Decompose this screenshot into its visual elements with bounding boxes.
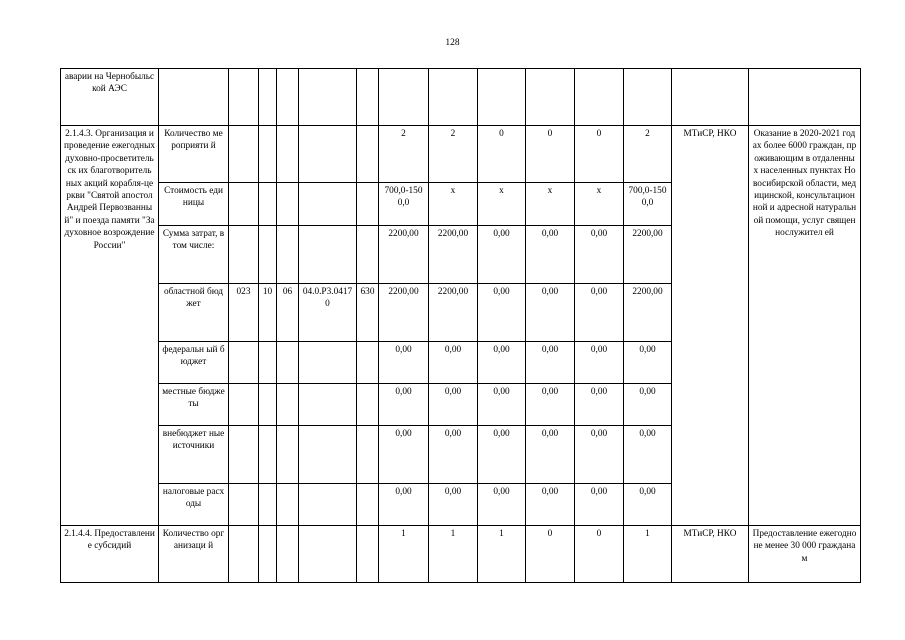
value-cell: 2200,00 — [379, 226, 429, 284]
value-cell: 2200,00 — [379, 284, 429, 342]
value-cell: 0,00 — [575, 284, 624, 342]
indicator-label: Стоимость единицы — [159, 183, 229, 226]
value-cell: 1 — [624, 526, 672, 583]
code-expense-type: 630 — [357, 284, 379, 342]
value-cell: 2200,00 — [624, 284, 672, 342]
indicator-label: федеральн ый бюджет — [159, 342, 229, 384]
value-cell: 0,00 — [526, 284, 575, 342]
code-target-article: 04.0.P3.04170 — [299, 284, 357, 342]
indicator-label: внебюджет ные источники — [159, 426, 229, 484]
value-cell: 0,00 — [478, 484, 526, 526]
value-cell: 1 — [379, 526, 429, 583]
value-cell: 0,00 — [379, 384, 429, 426]
value-cell: 0,00 — [526, 484, 575, 526]
value-cell: 0,00 — [429, 384, 478, 426]
value-cell: 2200,00 — [624, 226, 672, 284]
value-cell: 0,00 — [575, 342, 624, 384]
value-cell: 0,00 — [575, 426, 624, 484]
page-number: 128 — [445, 38, 460, 48]
activity-name-cell: 2.1.4.3. Организация и проведение ежегодных духовно-просветительск их благотворитель ных акций корабля-церкви "Святой апостол Андрей Первозванный" и поезда памяти "За духовное возрождение России" — [61, 126, 159, 526]
table-row — [61, 526, 861, 583]
table-row — [61, 69, 861, 126]
value-cell: 2 — [429, 126, 478, 183]
indicator-label: Сумма затрат, в том числе: — [159, 226, 229, 284]
value-cell: 0 — [575, 126, 624, 183]
value-cell: 0,00 — [379, 426, 429, 484]
result-cell: Оказание в 2020-2021 годах более 6000 граждан, проживающим в отдаленных населенных пунктах Новосибирской области, медицинской, консультационной и адресной натуральной помощи, услуг священнослужител ей — [749, 126, 861, 526]
value-cell: 0,00 — [429, 484, 478, 526]
value-cell: 0,00 — [526, 342, 575, 384]
value-cell: 700,0-1500,0 — [379, 183, 429, 226]
value-cell: 1 — [478, 526, 526, 583]
value-cell: 0,00 — [526, 426, 575, 484]
value-cell: 2 — [379, 126, 429, 183]
value-cell: 0,00 — [575, 384, 624, 426]
value-cell: 2200,00 — [429, 226, 478, 284]
value-cell: 0,00 — [429, 342, 478, 384]
value-cell: 0,00 — [575, 484, 624, 526]
value-cell: 0,00 — [478, 342, 526, 384]
value-cell: х — [575, 183, 624, 226]
value-cell: 0 — [526, 526, 575, 583]
indicator-label: налоговые расходы — [159, 484, 229, 526]
value-cell: х — [526, 183, 575, 226]
value-cell: 0,00 — [379, 342, 429, 384]
value-cell: 0 — [526, 126, 575, 183]
result-cell: Предоставление ежегодно не менее 30 000 гражданам — [749, 526, 861, 583]
executor-cell: МТиСР, НКО — [672, 526, 749, 583]
indicator-label: Количество мероприяти й — [159, 126, 229, 183]
value-cell: 0,00 — [478, 226, 526, 284]
value-cell: 0,00 — [575, 226, 624, 284]
code-section: 10 — [259, 284, 277, 342]
code-subsection: 06 — [277, 284, 299, 342]
value-cell: 0,00 — [478, 384, 526, 426]
value-cell: 0,00 — [478, 284, 526, 342]
value-cell: 0,00 — [379, 484, 429, 526]
value-cell: 2200,00 — [429, 284, 478, 342]
value-cell: 0,00 — [624, 384, 672, 426]
value-cell: 0 — [575, 526, 624, 583]
value-cell: 0,00 — [624, 484, 672, 526]
value-cell: х — [429, 183, 478, 226]
value-cell: 0,00 — [624, 342, 672, 384]
value-cell: 0,00 — [624, 426, 672, 484]
value-cell: 700,0-1500,0 — [624, 183, 672, 226]
value-cell: 0,00 — [526, 384, 575, 426]
value-cell: 0,00 — [526, 226, 575, 284]
code-grbs: 023 — [229, 284, 259, 342]
value-cell: 0,00 — [429, 426, 478, 484]
activity-name-cell: аварии на Чернобыльской АЭС — [61, 69, 159, 126]
value-cell: 2 — [624, 126, 672, 183]
value-cell: 1 — [429, 526, 478, 583]
indicator-label: Количество организаци й — [159, 526, 229, 583]
program-activities-table — [60, 68, 861, 583]
indicator-label: областной бюджет — [159, 284, 229, 342]
value-cell: 0 — [478, 126, 526, 183]
activity-name-cell: 2.1.4.4. Предоставление субсидий — [61, 526, 159, 583]
value-cell: х — [478, 183, 526, 226]
table-row — [61, 126, 861, 183]
indicator-label: местные бюджеты — [159, 384, 229, 426]
executor-cell: МТиСР, НКО — [672, 126, 749, 526]
value-cell: 0,00 — [478, 426, 526, 484]
